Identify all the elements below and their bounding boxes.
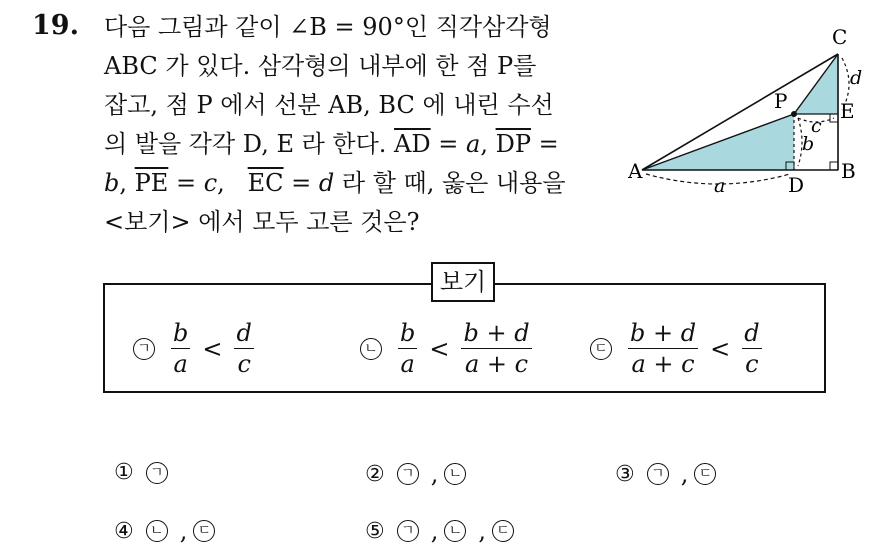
label-d-length: d [850,67,863,89]
label-b-length: b [802,133,815,155]
marker-giyeok: ㄱ [133,338,155,360]
stem-line-4 [104,125,624,164]
marker-nieun: ㄴ [444,520,466,542]
stem-line: 다음 그림과 같이 ∠B = 90°인 직각삼각형 [104,13,552,41]
numerator: d [236,319,252,347]
numerator: b + d [463,319,530,347]
choice-number: ⑤ [365,518,385,544]
marker-nieun: ㄴ [444,463,466,485]
comma: , [478,517,487,545]
denominator: c [745,350,759,378]
equals: = [168,169,204,197]
comma: , [680,460,689,488]
comma: , [430,517,439,545]
comma: , [119,169,135,197]
segment-ad: $\overline{AD}$ [394,130,431,158]
marker-giyeok: ㄱ [146,462,168,484]
segment-pe: $\overline{PE}$ [134,169,169,197]
equals: = [430,130,466,158]
numerator: b + d [630,319,697,347]
choice-5[interactable] [365,517,526,545]
fraction [234,318,253,379]
bogi-item-3 [590,318,766,379]
label-a-length: a [714,175,726,197]
less-than: < [202,334,223,363]
point-p [791,111,797,117]
triangle-figure [628,18,868,198]
var-c: c [203,169,218,197]
choice-number: ① [114,460,134,485]
question-number: 19. [32,10,79,41]
comma: , [217,169,248,197]
bogi-title: 보기 [431,262,495,302]
denominator: a [400,350,415,378]
choice-number: ④ [114,518,134,544]
stem-text: 라 할 때, 옳은 내용을 [334,169,566,197]
marker-digeut: ㄷ [590,338,612,360]
bogi-item-1 [133,318,258,379]
comma: , [179,517,188,545]
equals: = [530,130,559,158]
label-c-vertex: C [832,25,848,49]
fraction [461,318,531,379]
choice-4[interactable] [114,517,227,545]
marker-giyeok: ㄱ [397,463,419,485]
choice-3[interactable] [615,460,728,488]
stem-line: 잡고, 점 P 에서 선분 AB, BC 에 내린 수선 [104,91,554,119]
less-than: < [710,334,731,363]
choice-number: ③ [615,461,635,487]
less-than: < [429,334,450,363]
choice-2[interactable] [365,460,478,488]
label-e-point: E [840,99,855,123]
label-d-point: D [788,173,805,197]
numerator: d [744,319,760,347]
marker-digeut: ㄷ [694,463,716,485]
marker-giyeok: ㄱ [647,463,669,485]
var-b: b [104,169,120,197]
equals: = [283,169,319,197]
marker-digeut: ㄷ [193,520,215,542]
comma: , [430,460,439,488]
choice-number: ② [365,461,385,487]
numerator: b [400,319,416,347]
denominator: a + c [631,350,695,378]
label-p-point: P [774,89,788,113]
fraction [171,318,190,379]
denominator: c [237,350,251,378]
marker-giyeok: ㄱ [397,520,419,542]
label-c-length: c [811,115,822,137]
numerator: b [173,319,189,347]
fraction [742,318,761,379]
denominator: a + c [464,350,529,378]
segment-dp: $\overline{DP}$ [495,130,531,158]
bogi-item-2 [360,318,536,379]
label-b-vertex: B [841,159,856,183]
fraction [398,318,417,379]
label-a-vertex: A [628,159,643,183]
marker-digeut: ㄷ [492,520,514,542]
segment-ec: $\overline{EC}$ [247,169,284,197]
question-stem [104,8,624,242]
marker-nieun: ㄴ [360,338,382,360]
right-angle-b [830,162,838,170]
var-a: a [466,130,481,158]
stem-text: 의 발을 각각 D, E 라 한다. [104,130,395,158]
var-d: d [318,169,335,197]
stem-line-5 [104,164,624,203]
fraction [628,318,698,379]
stem-line: <보기> 에서 모두 고른 것은? [104,208,420,236]
comma: , [480,130,496,158]
marker-nieun: ㄴ [146,520,168,542]
denominator: a [173,350,188,378]
stem-line: ABC 가 있다. 삼각형의 내부에 한 점 P를 [104,52,537,80]
choice-1[interactable] [114,460,180,485]
